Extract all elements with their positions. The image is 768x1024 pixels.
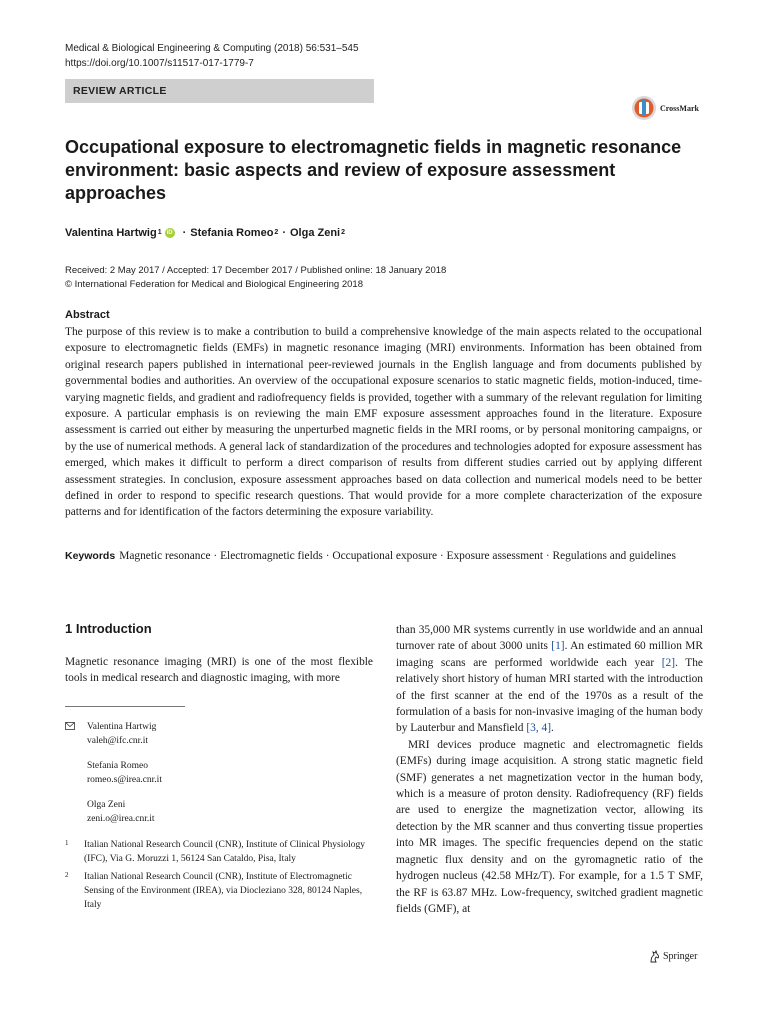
affiliation-entry	[65, 870, 375, 912]
article-type-badge: REVIEW ARTICLE	[65, 79, 374, 103]
abstract-heading: Abstract	[65, 309, 110, 321]
abstract-text: The purpose of this review is to make a contribution to build a comprehensive knowledge of the main aspects related to the occupational exposure to electromagnetic fields (EMFs) in magnetic resonance imaging (MRI) environments. Information has been obtained from original research papers published in international peer-reviewed journals in the English language and from documents published by governmental bodies and authorities. An overview of the occupational exposure scenarios to static magnetic fields, motion-induced, time-varying magnetic fields, and gradient and radiofrequency fields is provided, together with a summary of the relevant regulation for limiting exposure. A particular emphasis is on reviewing the main EMF exposure assessment approaches found in the literature. Exposure assessment is carried out either by measuring the unperturbed magnetic fields in the MRI rooms, or by personal monitoring campaigns, or by the use of numerical methods. A general lack of standardization of the procedures and technologies adopted for exposure assessment has emerged, which makes it difficult to perform a direct comparison of results from different studies carried out by applying different assessment strategies. In conclusion, exposure assessment approaches based on data collection and numerical models need to be better defined in order to respond to specific research questions. That would provide for a more complete characterization of the exposure patterns and for identification of the factors determining the exposure variability.	[65, 326, 702, 519]
citation-link[interactable]: [2]	[661, 656, 676, 669]
author-separator: ·	[182, 227, 187, 239]
contact-name: Olga Zeni	[87, 800, 126, 810]
contact-name: Valentina Hartwig	[87, 722, 157, 732]
crossmark-label: CrossMark	[660, 103, 699, 113]
intro-right-column	[396, 622, 703, 917]
contact-entry	[65, 720, 375, 748]
crossmark-icon	[631, 95, 657, 121]
publication-dates	[65, 264, 446, 292]
author-name[interactable]: Valentina Hartwig	[65, 227, 157, 239]
affiliation-number: 2	[65, 871, 69, 879]
publisher-name: Springer	[663, 951, 698, 962]
section-heading: 1 Introduction	[65, 621, 152, 636]
contact-email[interactable]: valeh@ifc.cnr.it	[87, 736, 148, 746]
doi-link[interactable]: https://doi.org/10.1007/s11517-017-1779-7	[65, 58, 254, 69]
text-run: . The relatively short history of human MRI started with the introduction of the first scanner at the end of the 1970s as a result of the formulation of a basis for non-invasive imaging of the human body by Lauterbur and Mansfield	[396, 656, 703, 735]
intro-paragraph: MRI devices produce magnetic and electromagnetic fields (EMFs) during image acquisition. A strong static magnetic field (SMF) generates a net magnetization vector in the human body, which is a measure of proton density. Radiofrequency (RF) fields are used to energize the magnetization vector, allowing its detection by the MR scanner and thus converting tissue properties into MR images. The specific frequencies depend on the static magnetic flux density and on the gyromagnetic ratio of the hydrogen nucleus (42.58 MHz/T). For example, for a 1.5 T SMF, the RF is 63.87 MHz. Low-frequency, switched gradient magnetic fields (GMF), at	[396, 738, 703, 915]
author-separator: ·	[282, 227, 286, 239]
article-title: Occupational exposure to electromagnetic fields in magnetic resonance environment: basic aspects and review of exposure assessment approaches	[65, 137, 682, 203]
affiliation-number: 1	[65, 839, 69, 847]
contact-email[interactable]: zeni.o@irea.cnr.it	[87, 814, 155, 824]
contact-entry	[65, 798, 375, 826]
intro-left-paragraph: Magnetic resonance imaging (MRI) is one of the most flexible tools in medical research and diagnostic imaging, with more	[65, 656, 373, 685]
footnote-divider	[65, 706, 185, 707]
copyright-line: © International Federation for Medical and Biological Engineering 2018	[65, 279, 363, 290]
contact-name: Stefania Romeo	[87, 761, 148, 771]
springer-horse-icon	[649, 950, 660, 963]
text-run: .	[551, 722, 554, 735]
affiliation-text: Italian National Research Council (CNR), Institute of Electromagnetic Sensing of the Environment (IREA), via Diocleziano 328, 80124 Naples, Italy	[84, 872, 363, 910]
contact-email[interactable]: romeo.s@irea.cnr.it	[87, 775, 162, 785]
publisher-logo	[649, 950, 697, 963]
keywords	[65, 548, 702, 565]
affiliation-text: Italian National Research Council (CNR), Institute of Clinical Physiology (IFC), Via G. Moruzzi 1, 56124 San Cataldo, Pisa, Italy	[84, 840, 365, 864]
keywords-text: Magnetic resonance · Electromagnetic fields · Occupational exposure · Exposure assessment · Regulations and guidelines	[119, 550, 676, 562]
author-list: Valentina Hartwig 1 iD · Stefania Romeo 2 · Olga Zeni 2	[65, 227, 346, 239]
journal-meta	[65, 41, 359, 71]
keywords-label: Keywords	[65, 550, 116, 562]
contact-entry	[65, 759, 375, 787]
citation-link[interactable]: [3, 4]	[526, 722, 552, 735]
citation-link[interactable]: [1]	[551, 640, 565, 653]
envelope-icon	[65, 722, 75, 730]
orcid-icon[interactable]: iD	[166, 230, 173, 236]
history-dates: Received: 2 May 2017 / Accepted: 17 December 2017 / Published online: 18 January 2018	[65, 265, 447, 276]
correspondence-block	[65, 720, 375, 837]
text-run: . An estimated 60 million MR imaging scans are performed worldwide each year	[396, 640, 703, 669]
author-name[interactable]: Olga Zeni	[290, 227, 341, 239]
affiliation-entry	[65, 838, 375, 866]
text-run: than 35,000 MR systems currently in use worldwide and an annual turnover rate of about 3000 units	[396, 624, 703, 653]
intro-paragraph	[396, 622, 703, 737]
author-name[interactable]: Stefania Romeo	[190, 227, 274, 239]
journal-citation: Medical & Biological Engineering & Computing (2018) 56:531–545	[65, 43, 359, 54]
crossmark-button[interactable]	[631, 93, 741, 123]
